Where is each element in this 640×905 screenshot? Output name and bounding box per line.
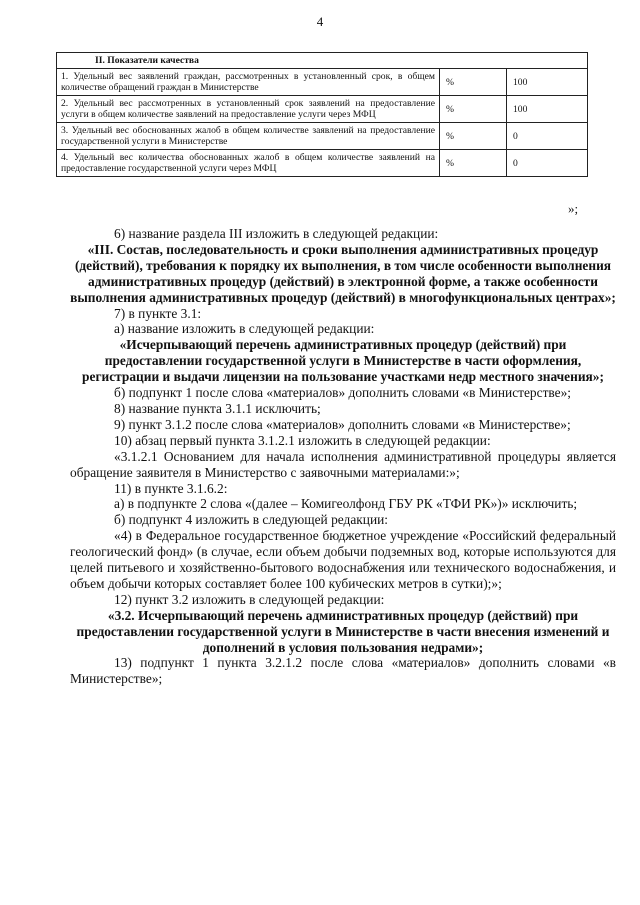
indicator-value: 100 [507, 69, 588, 96]
indicator-value: 0 [507, 150, 588, 177]
paragraph: 6) название раздела III изложить в следующей редакции: [114, 226, 439, 241]
section-title-quote: «III. Состав, последовательность и сроки выполнения административных процедур (действий), требования к порядку их выполнения, в том числе особенности выполнения административных процедур (действий) в электронной форме, а также особенности выполнения административных процедур (действий) в многофункциональных центрах»; [70, 241, 616, 305]
document-body [70, 226, 616, 687]
indicator-unit: % [440, 150, 507, 177]
table-row [57, 123, 588, 150]
paragraph: 10) абзац первый пункта 3.1.2.1 изложить в следующей редакции: [114, 432, 491, 448]
procedures-title-quote: «Исчерпывающий перечень административных процедур (действий) при предоставлении государственной услуги в Министерстве в части оформления, регистрации и выдачи лицензии на пользование участками недр местного значения»; [82, 337, 604, 385]
paragraph: 7) в пункте 3.1: [114, 305, 202, 321]
paragraph: 13) подпункт 1 пункта 3.2.1.2 после слова «материалов» дополнить словами «в Министерстве»; [70, 655, 616, 687]
paragraph: а) название изложить в следующей редакции: [114, 321, 375, 337]
indicator-name: 3. Удельный вес обоснованных жалоб в общем количестве заявлений на предоставление государственной услуги в Министерстве [57, 123, 440, 150]
paragraph: «3.1.2.1 Основанием для начала исполнения административной процедуры является обращение заявителя в Министерство с заявочными материалами:»; [70, 448, 616, 480]
indicator-unit: % [440, 96, 507, 123]
section-3-2-title-quote: «3.2. Исчерпывающий перечень административных процедур (действий) при предоставлении государственной услуги в Министерстве в части внесения изменений и дополнений в условия пользования недрами»; [76, 607, 610, 655]
indicator-unit: % [440, 123, 507, 150]
quality-indicators-table [56, 52, 588, 177]
paragraph: а) в подпункте 2 слова «(далее – Комигеолфонд ГБУ РК «ТФИ РК»)» исключить; [114, 496, 578, 512]
indicator-name: 2. Удельный вес рассмотренных в установленный срок заявлений на предоставление услуги в общем количестве заявлений на предоставление услуги через МФЦ [57, 96, 440, 123]
table-row [57, 96, 588, 123]
paragraph: б) подпункт 1 после слова «материалов» дополнить словами «в Министерстве»; [114, 385, 572, 401]
paragraph: 8) название пункта 3.1.1 исключить; [114, 400, 321, 416]
page-number: 4 [316, 14, 324, 29]
indicator-unit: % [440, 69, 507, 96]
paragraph: 9) пункт 3.1.2 после слова «материалов» дополнить словами «в Министерстве»; [114, 416, 571, 432]
indicator-name: 4. Удельный вес количества обоснованных жалоб в общем количестве заявлений на предоставление государственной услуги через МФЦ [57, 150, 440, 177]
table-row [57, 150, 588, 177]
indicator-value: 100 [507, 96, 588, 123]
table-section-header: II. Показатели качества [57, 53, 588, 69]
paragraph: «4) в Федеральное государственное бюджетное учреждение «Российский федеральный геологический фонд» (в случае, если объем добычи подземных вод, которые используются для целей питьевого и хозяйственно-бытового водоснабжения или технического водоснабжения, и объем добычи которых составляет более 100 кубических метров в сутки);»; [70, 528, 616, 591]
indicator-value: 0 [507, 123, 588, 150]
paragraph: б) подпункт 4 изложить в следующей редакции: [114, 512, 389, 528]
table-closing-quote: »; [568, 201, 579, 216]
paragraph: 12) пункт 3.2 изложить в следующей редакции: [114, 591, 385, 607]
table-row [57, 69, 588, 96]
paragraph: 11) в пункте 3.1.6.2: [114, 480, 228, 496]
indicator-name: 1. Удельный вес заявлений граждан, рассмотренных в установленный срок, в общем количестве обращений граждан в Министерстве [57, 69, 440, 96]
table-section-row [57, 53, 588, 69]
